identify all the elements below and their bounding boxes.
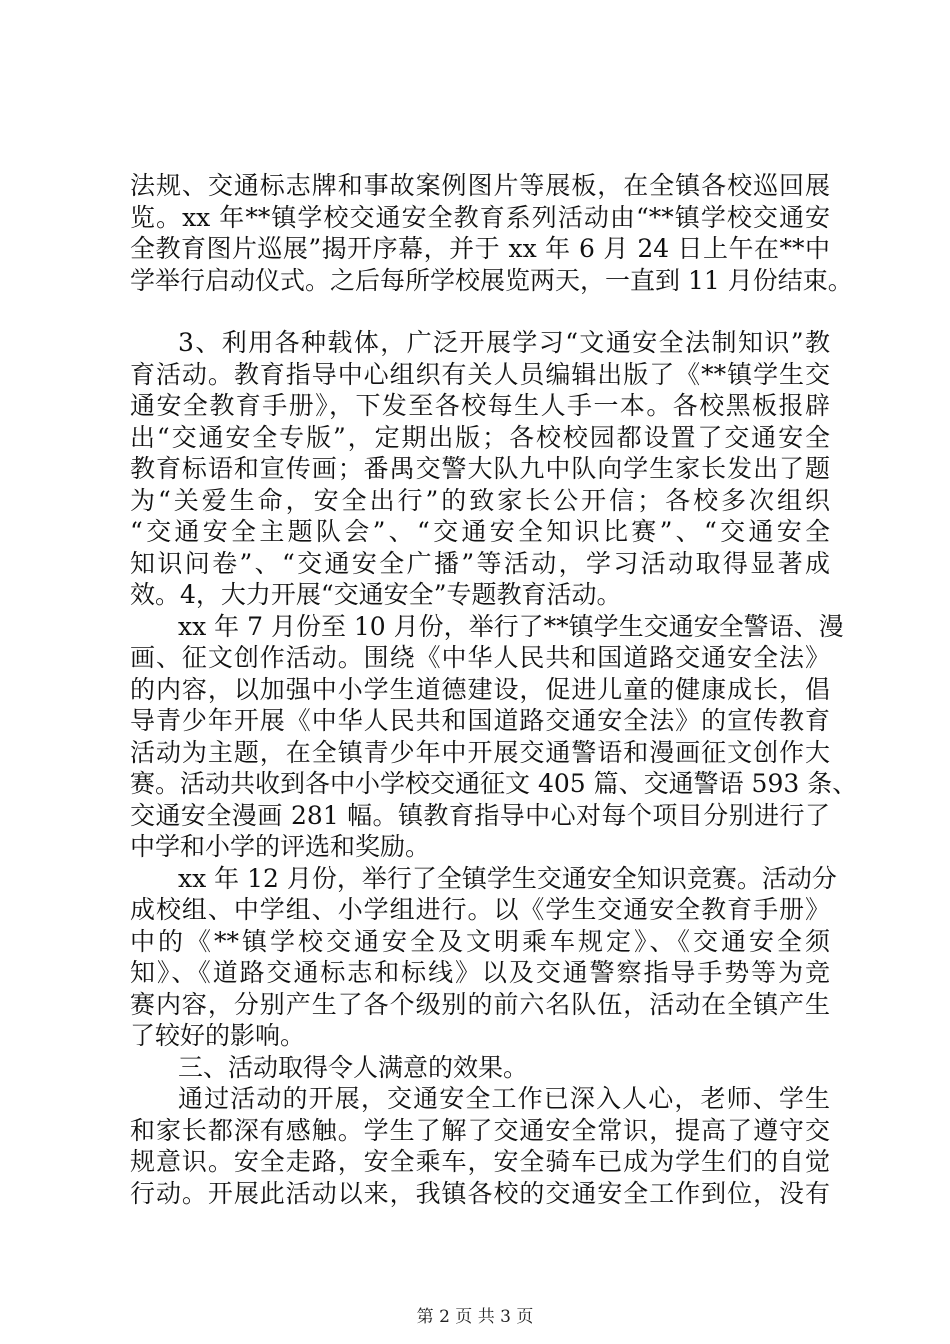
text-line: 赛内容，分别产生了各个级别的前六名队伍，活动在全镇产生	[130, 989, 830, 1019]
text-line: 育活动。教育指导中心组织有关人员编辑出版了《**镇学生交	[130, 359, 830, 389]
text-line: 画、征文创作活动。围绕《中华人民共和国道路交通安全法》	[130, 643, 830, 672]
text-line: xx 年 12 月份，举行了全镇学生交通安全知识竞赛。活动分	[178, 863, 837, 893]
text-line: 和家长都深有感触。学生了解了交通安全常识，提高了遵守交	[130, 1115, 830, 1145]
text-line: 3、利用各种载体，广泛开展学习“文通安全法制知识”教	[178, 328, 830, 357]
text-line: 行动。开展此活动以来，我镇各校的交通安全工作到位，没有	[130, 1178, 830, 1208]
text-line: 通过活动的开展，交通安全工作已深入人心，老师、学生	[178, 1084, 830, 1113]
text-line: 效。4，大力开展“交通安全”专题教育活动。	[130, 580, 622, 609]
text-line: 全教育图片巡展”揭开序幕，并于 xx 年 6 月 24 日上午在**中	[130, 234, 830, 263]
text-line: 导青少年开展《中华人民共和国道路交通安全法》的宣传教育	[130, 706, 830, 735]
text-line: xx 年 7 月份至 10 月份，举行了**镇学生交通安全警语、漫	[178, 611, 844, 641]
text-line: 知识问卷”、“交通安全广播”等活动，学习活动取得显著成	[130, 548, 830, 578]
paragraph-gap	[130, 296, 830, 327]
text-line: 知》、《道路交通标志和标线》以及交通警察指导手势等为竞	[130, 958, 830, 987]
text-line: 中学和小学的评选和奖励。	[130, 832, 431, 861]
text-line: 成校组、中学组、小学组进行。以《学生交通安全教育手册》	[130, 895, 830, 924]
text-line: 学举行启动仪式。之后每所学校展览两天，一直到 11 月份结束。	[130, 265, 853, 295]
text-line: 教育标语和宣传画；番禺交警大队九中队向学生家长发出了题	[130, 454, 830, 483]
paragraph	[130, 1083, 830, 1209]
paragraph	[130, 327, 830, 611]
text-line: 通安全教育手册》，下发至各校每生人手一本。各校黑板报辟	[130, 391, 830, 420]
paragraph	[130, 170, 853, 296]
text-line: 法规、交通标志牌和事故案例图片等展板，在全镇各校巡回展	[130, 171, 830, 200]
text-line: 了较好的影响。	[130, 1021, 306, 1050]
paragraph	[130, 611, 858, 863]
paragraph	[130, 863, 837, 1052]
text-line: 赛。活动共收到各中小学校交通征文 405 篇、交通警语 593 条、	[130, 769, 858, 798]
text-line: “交通安全主题队会”、“交通安全知识比赛”、“交通安全	[130, 517, 830, 546]
text-line: 规意识。安全走路，安全乘车，安全骑车已成为学生们的自觉	[130, 1147, 830, 1176]
text-line: 为“关爱生命，安全出行”的致家长公开信；各校多次组织	[130, 485, 830, 515]
section-heading: 三、活动取得令人满意的效果。	[178, 1052, 529, 1082]
text-line: 出“交通安全专版”，定期出版；各校校园都设置了交通安全	[130, 422, 830, 452]
text-line: 览。xx 年**镇学校交通安全教育系列活动由“**镇学校交通安	[130, 202, 830, 232]
document-body	[130, 170, 858, 1209]
text-line: 的内容，以加强中小学生道德建设，促进儿童的健康成长，倡	[130, 674, 830, 704]
text-line: 中的《**镇学校交通安全及文明乘车规定》、《交通安全须	[130, 926, 830, 956]
text-line: 交通安全漫画 281 幅。镇教育指导中心对每个项目分别进行了	[130, 800, 830, 830]
page-number: 第 2 页 共 3 页	[416, 1307, 534, 1327]
text-line: 活动为主题，在全镇青少年中开展交通警语和漫画征文创作大	[130, 737, 830, 767]
